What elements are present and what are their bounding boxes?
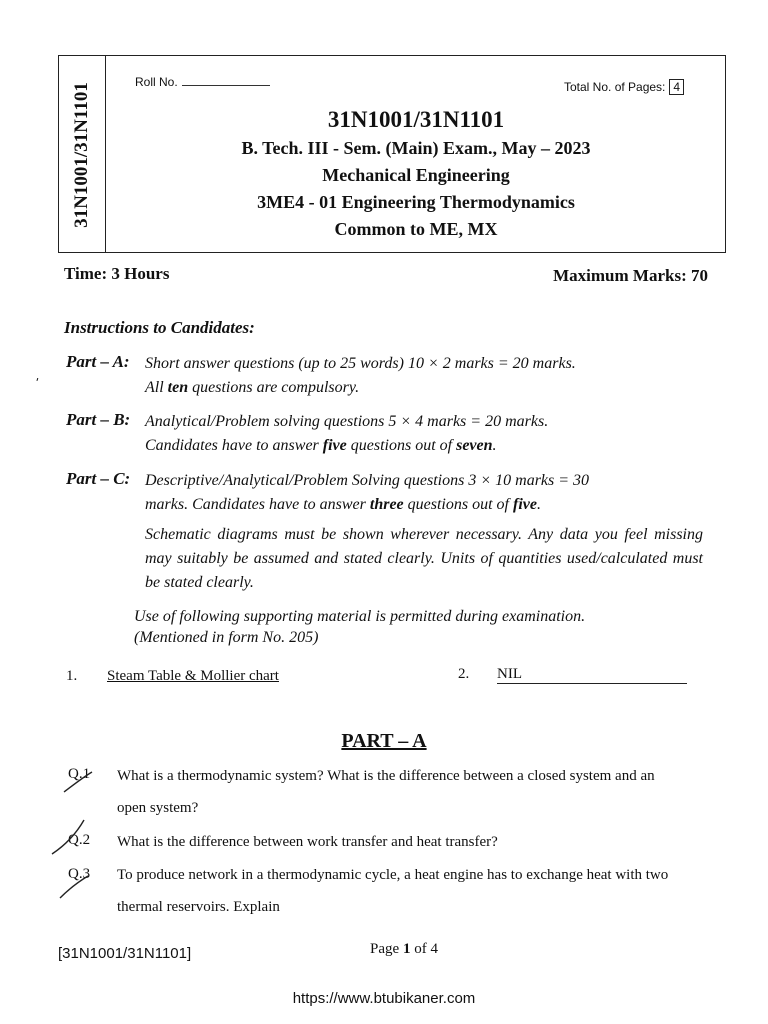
part-c-label: Part – C: (66, 469, 131, 488)
paper-code: 31N1001/31N1101 (327, 107, 505, 132)
common-to: Common to ME, MX (334, 219, 498, 239)
exam-time: Time: 3 Hours (64, 264, 170, 283)
roll-no-blank-line (182, 75, 270, 86)
footer-paper-code: [31N1001/31N1101] (58, 945, 192, 962)
part-b-line1: Analytical/Problem solving questions 5 × 4 marks = 20 marks. (145, 413, 549, 430)
margin-mark: ⸴ (36, 370, 40, 384)
part-a-instructions (145, 352, 705, 400)
part-a-line2: All ten questions are compulsory. (145, 379, 360, 396)
form-reference: (Mentioned in form No. 205) (134, 629, 319, 646)
schematic-note: Schematic diagrams must be shown wherever necessary. Any data you feel missing may suitably be assumed and stated clearly. Units of quantities used/calculated must be stated clearly. (145, 526, 703, 591)
total-pages-value: 4 (669, 79, 684, 95)
question-label: Q.1 (68, 766, 91, 782)
question-text: What is the difference between work transfer and heat transfer? (117, 834, 498, 850)
question-text: What is a thermodynamic system? What is the difference between a closed system and an open system? (117, 768, 655, 816)
branch-name: Mechanical Engineering (322, 165, 510, 185)
part-a-heading: PART – A (341, 730, 427, 752)
material-item-text: Steam Table & Mollier chart (107, 668, 279, 684)
total-pages-label: Total No. of Pages: (564, 80, 666, 94)
question-label: Q.3 (68, 866, 91, 882)
question-text: To produce network in a thermodynamic cycle, a heat engine has to exchange heat with two thermal reservoirs. Explain (117, 867, 669, 915)
subject-name: 3ME4 - 01 Engineering Thermodynamics (257, 192, 575, 212)
part-c-line2: marks. Candidates have to answer three questions out of five. (145, 496, 541, 513)
page-number: Page 1 of 4 (370, 941, 438, 957)
material-item-text: NIL (497, 666, 687, 684)
part-a-line1: Short answer questions (up to 25 words) 10 × 2 marks = 20 marks. (145, 355, 576, 372)
material-item-number: 2. (458, 666, 470, 682)
handwritten-tick-icon (50, 818, 90, 858)
exam-title: B. Tech. III - Sem. (Main) Exam., May – 2023 (241, 138, 591, 158)
instructions-title: Instructions to Candidates: (64, 318, 255, 337)
supporting-material-note: Use of following supporting material is permitted during examination. (134, 608, 586, 625)
part-b-label: Part – B: (66, 410, 131, 429)
handwritten-tick-icon (60, 770, 96, 796)
part-c-instructions (145, 469, 705, 517)
handwritten-tick-icon (56, 868, 96, 902)
part-b-line2: Candidates have to answer five questions out of seven. (145, 437, 497, 454)
roll-no-field (135, 75, 270, 89)
part-a-label: Part – A: (66, 352, 130, 371)
total-pages (564, 79, 684, 95)
maximum-marks: Maximum Marks: 70 (553, 266, 708, 285)
material-item-number: 1. (66, 668, 78, 684)
part-c-line1: Descriptive/Analytical/Problem Solving questions 3 × 10 marks = 30 (145, 472, 590, 489)
roll-no-label: Roll No. (135, 75, 178, 89)
source-url: https://www.btubikaner.com (292, 990, 476, 1007)
side-paper-code: 31N1001/31N1101 (71, 82, 92, 228)
question-label: Q.2 (68, 832, 91, 848)
part-b-instructions (145, 410, 705, 458)
